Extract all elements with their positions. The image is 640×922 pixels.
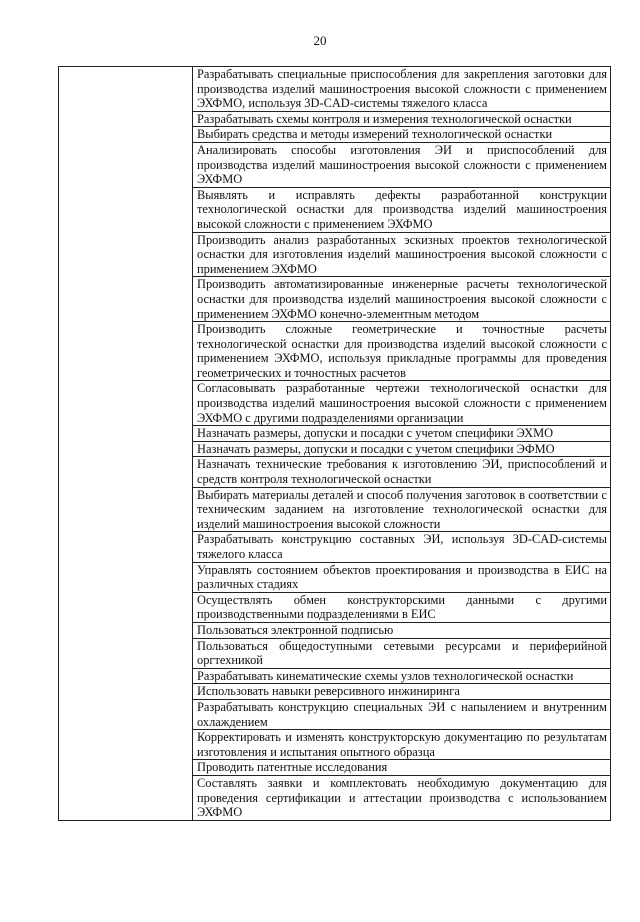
- skill-cell: Производить автоматизированные инженерные расчеты технологической оснастки для производства изделий машиностроения высокой сложности с применением ЭХФМО конечно-элементным методом: [193, 277, 611, 322]
- skill-cell: Разрабатывать кинематические схемы узлов технологической оснастки: [193, 668, 611, 684]
- skill-cell: Назначать размеры, допуски и посадки с учетом специфики ЭФМО: [193, 441, 611, 457]
- skills-table-body: [59, 67, 611, 821]
- skill-cell: Разрабатывать схемы контроля и измерения технологической оснастки: [193, 111, 611, 127]
- skill-cell: Согласовывать разработанные чертежи технологической оснастки для производства изделий машиностроения высокой сложности с применением ЭХФМО с другими подразделениями организации: [193, 381, 611, 426]
- skill-cell: Выявлять и исправлять дефекты разработанной конструкции технологической оснастки для производства изделий машиностроения высокой сложности с применением ЭХФМО: [193, 187, 611, 232]
- table-row: [59, 67, 611, 112]
- skill-cell: Управлять состоянием объектов проектирования и производства в ЕИС на различных стадиях: [193, 562, 611, 592]
- skill-cell: Производить анализ разработанных эскизных проектов технологической оснастки для изготовления изделий машиностроения высокой сложности с применением ЭХФМО: [193, 232, 611, 277]
- skills-table: [58, 66, 611, 821]
- empty-left-column: [59, 67, 193, 821]
- skill-cell: Разрабатывать конструкцию специальных ЭИ с напылением и внутренним охлаждением: [193, 699, 611, 729]
- skill-cell: Назначать размеры, допуски и посадки с учетом специфики ЭХМО: [193, 426, 611, 442]
- skill-cell: Назначать технические требования к изготовлению ЭИ, приспособлений и средств контроля технологической оснастки: [193, 457, 611, 487]
- page-number: 20: [313, 33, 327, 48]
- skill-cell: Составлять заявки и комплектовать необходимую документацию для проведения сертификации и аттестации производства с использованием ЭХФМО: [193, 775, 611, 820]
- skill-cell: Пользоваться общедоступными сетевыми ресурсами и периферийной оргтехникой: [193, 638, 611, 668]
- skill-cell: Разрабатывать специальные приспособления для закрепления заготовки для производства изделий машиностроения высокой сложности с применением ЭХФМО, используя 3D-CAD-системы тяжелого класса: [193, 67, 611, 112]
- skill-cell: Использовать навыки реверсивного инжиниринга: [193, 684, 611, 700]
- skill-cell: Осуществлять обмен конструкторскими данными с другими производственными подразделениями в ЕИС: [193, 592, 611, 622]
- skill-cell: Проводить патентные исследования: [193, 760, 611, 776]
- skill-cell: Анализировать способы изготовления ЭИ и приспособлений для производства изделий машиностроения высокой сложности с применением ЭХФМО: [193, 142, 611, 187]
- skill-cell: Выбирать средства и методы измерений технологической оснастки: [193, 127, 611, 143]
- skill-cell: Выбирать материалы деталей и способ получения заготовок в соответствии с техническим заданием на изготовление технологической оснастки для изделий машиностроения высокой сложности: [193, 487, 611, 532]
- skill-cell: Корректировать и изменять конструкторскую документацию по результатам изготовления и испытания опытного образца: [193, 730, 611, 760]
- skill-cell: Пользоваться электронной подписью: [193, 622, 611, 638]
- skill-cell: Разрабатывать конструкцию составных ЭИ, используя 3D-CAD-системы тяжелого класса: [193, 532, 611, 562]
- skill-cell: Производить сложные геометрические и точностные расчеты технологической оснастки для производства изделий высокой сложности с применением ЭХФМО, используя прикладные программы для проведения геометрических и точностных расчетов: [193, 322, 611, 381]
